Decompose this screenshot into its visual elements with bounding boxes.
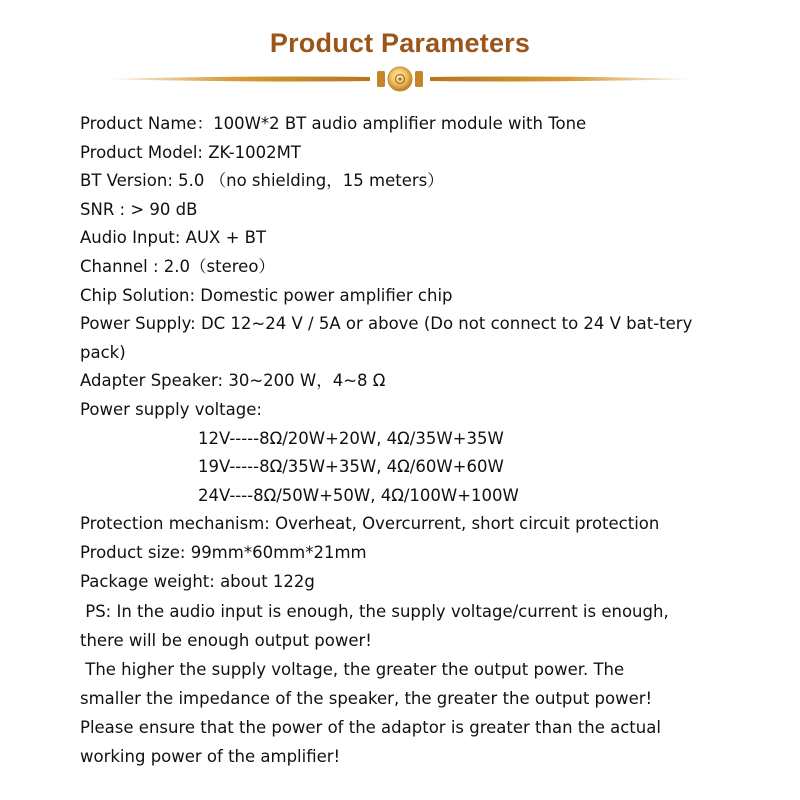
param-adapter-speaker: Adapter Speaker: 30~200 W，4~8 Ω [80, 371, 386, 391]
ornament-divider-icon [100, 66, 700, 92]
param-snr: SNR : > 90 dB [80, 199, 198, 219]
param-power-supply-voltage: Power supply voltage: [80, 399, 262, 419]
page-title: Product Parameters [269, 28, 531, 58]
ps-line: The higher the supply voltage, the greater the output power. The [80, 660, 625, 679]
parameter-list [80, 110, 730, 596]
ps-line: working power of the amplifier! [80, 747, 341, 766]
param-product-name: Product Name：100W*2 BT audio amplifier module with Tone [80, 114, 587, 133]
ps-note [80, 597, 730, 771]
ps-line: there will be enough output power! [80, 631, 372, 650]
voltage-row-19v: 19V-----8Ω/35W+35W, 4Ω/60W+60W [198, 457, 504, 477]
ps-line: Please ensure that the power of the adaptor is greater than the actual [80, 718, 661, 737]
param-audio-input: Audio Input: AUX + BT [80, 228, 267, 248]
ps-line: PS: In the audio input is enough, the supply voltage/current is enough, [80, 602, 669, 621]
ps-line: smaller the impedance of the speaker, the greater the output power! [80, 689, 653, 708]
param-protection: Protection mechanism: Overheat, Overcurrent, short circuit protection [80, 514, 660, 534]
voltage-row-12v: 12V-----8Ω/20W+20W, 4Ω/35W+35W [198, 428, 504, 448]
param-chip-solution: Chip Solution: Domestic power amplifier chip [80, 285, 453, 305]
param-channel: Channel : 2.0（stereo） [80, 256, 275, 276]
param-product-size: Product size: 99mm*60mm*21mm [80, 542, 367, 562]
param-package-weight: Package weight: about 122g [80, 571, 315, 591]
param-bt-version: BT Version: 5.0 （no shielding，15 meters） [80, 171, 444, 191]
param-power-supply: Power Supply: DC 12~24 V / 5A or above (Do not connect to 24 V bat-tery pack) [80, 314, 693, 362]
param-product-model: Product Model: ZK-1002MT [80, 142, 301, 162]
voltage-row-24v: 24V----8Ω/50W+50W, 4Ω/100W+100W [198, 485, 519, 505]
